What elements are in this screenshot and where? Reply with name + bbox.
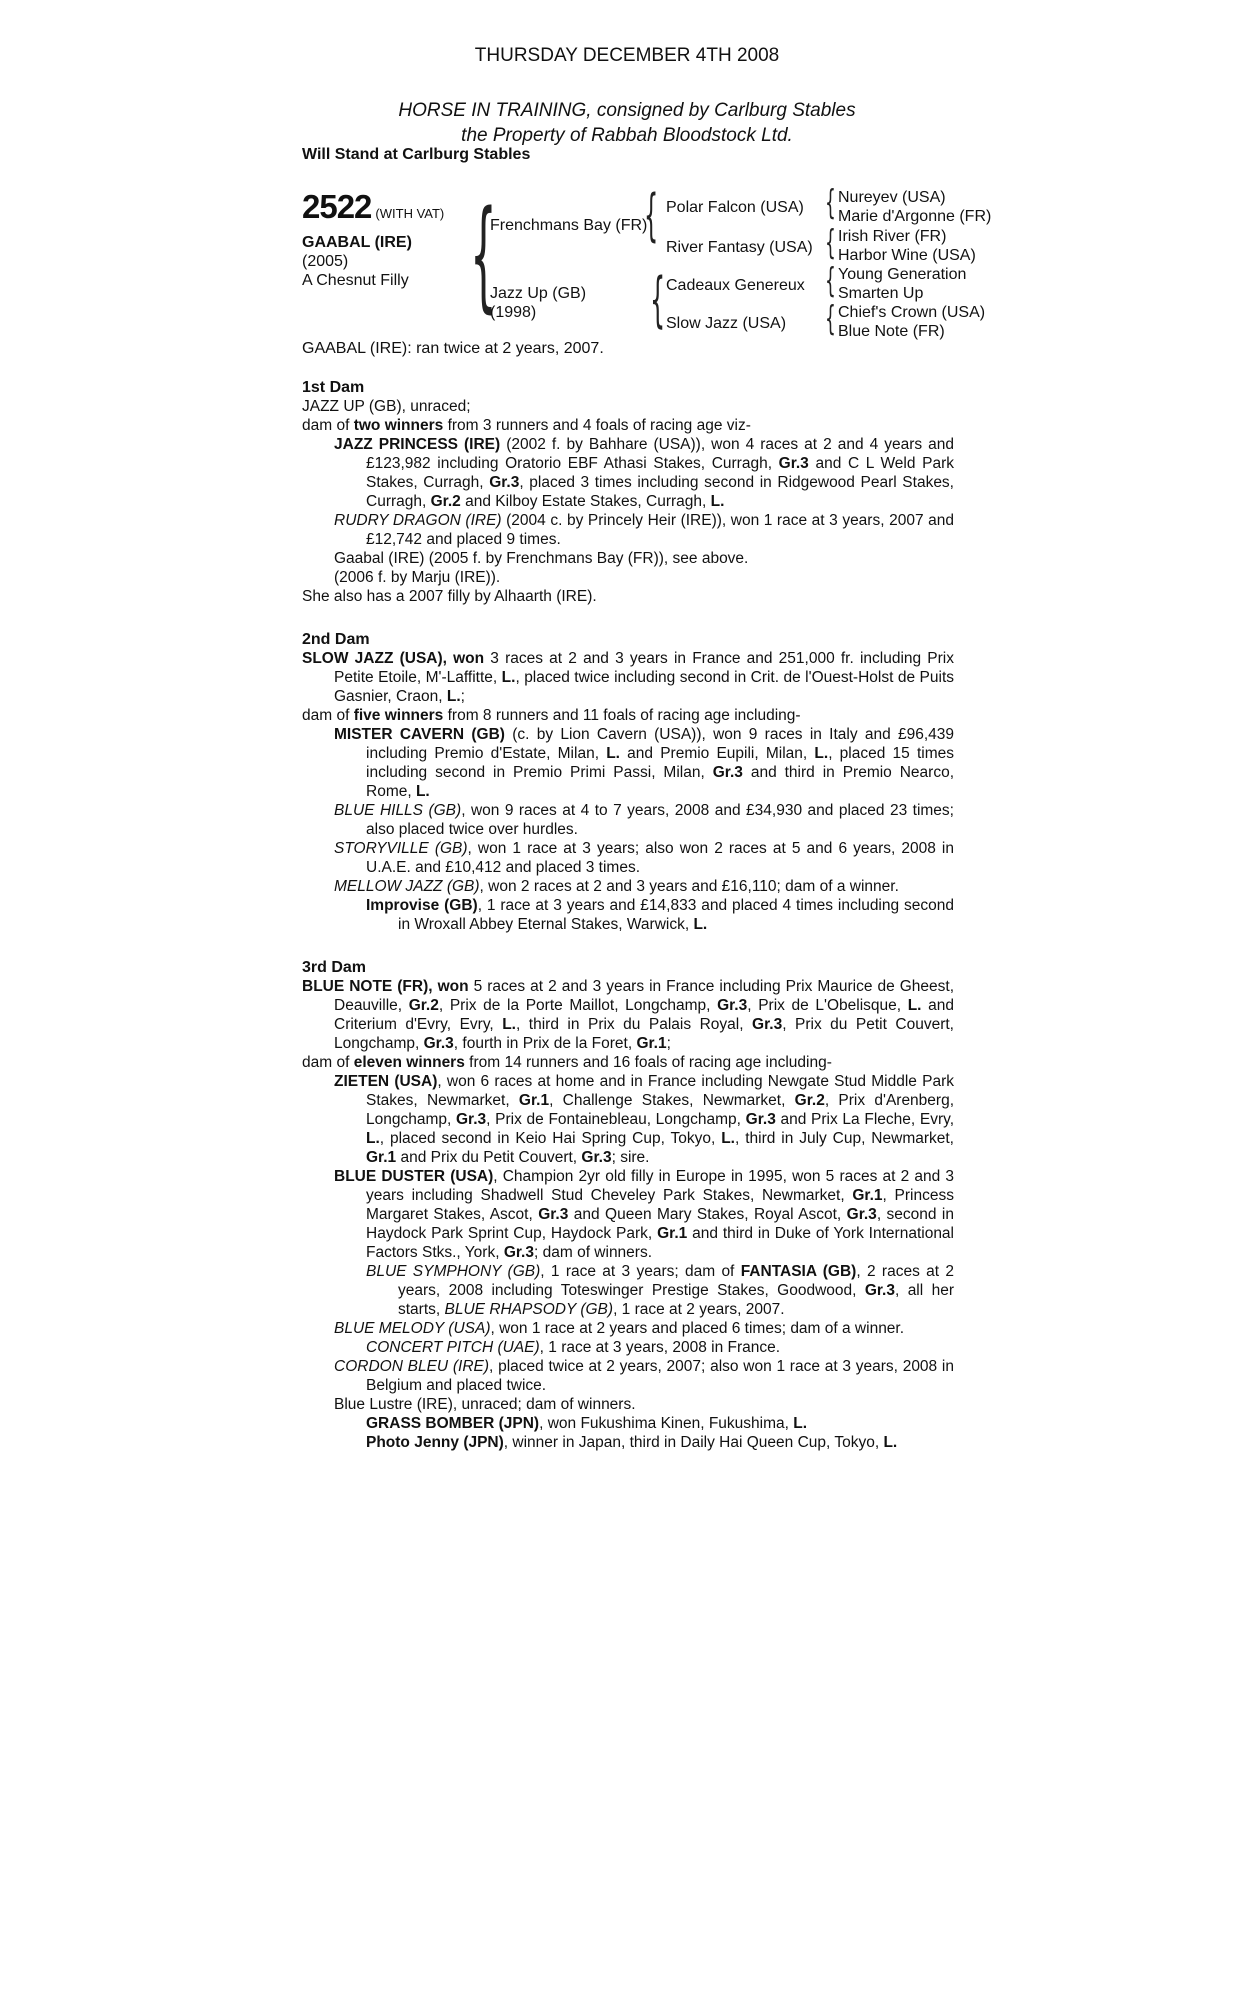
stand-location: Will Stand at Carlburg Stables xyxy=(302,146,531,163)
brace-generation-1: { xyxy=(470,186,497,325)
pedigree-sire-sire: Polar Falcon (USA) xyxy=(666,199,804,216)
section-title: 3rd Dam xyxy=(302,959,367,976)
pedigree-dam-year: (1998) xyxy=(490,304,537,321)
produce-entry: BLUE MELODY (USA), won 1 race at 2 years and placed 6 times; dam of a winner. xyxy=(334,1320,905,1337)
brace-sire-line: { xyxy=(644,183,659,248)
produce-entry: Improvise (GB), 1 race at 3 years and £14,833 and placed 4 times including second in Wroxall Abbey Eternal Stakes, Warwick, L. xyxy=(366,897,954,933)
first-dam-section xyxy=(302,378,954,606)
pedigree-dam-sire: Cadeaux Genereux xyxy=(666,277,805,294)
produce-entry: CORDON BLEU (IRE), placed twice at 2 years, 2007; also won 1 race at 3 years, 2008 in Belgium and placed twice. xyxy=(334,1358,954,1394)
brace-dam-line: { xyxy=(650,265,666,335)
produce-entry: MELLOW JAZZ (GB), won 2 races at 2 and 3 years and £16,110; dam of a winner. xyxy=(334,878,899,895)
pedigree-g3-1: Nureyev (USA) xyxy=(838,189,946,206)
produce-entry: BLUE HILLS (GB), won 9 races at 4 to 7 years, 2008 and £34,930 and placed 23 times; also placed twice over hurdles. xyxy=(334,802,954,838)
dam-produce-summary: dam of two winners from 3 runners and 4 foals of racing age viz- xyxy=(302,417,751,434)
lot-number: 2522 xyxy=(302,188,372,225)
pedigree-g3-5: Young Generation xyxy=(838,266,967,283)
section-title: 1st Dam xyxy=(302,379,365,396)
pedigree-dam-dam: Slow Jazz (USA) xyxy=(666,315,787,332)
race-record-summary: GAABAL (IRE): ran twice at 2 years, 2007. xyxy=(302,340,604,357)
pedigree-g3-6: Smarten Up xyxy=(838,285,924,302)
pedigree-dam: Jazz Up (GB) xyxy=(490,285,587,302)
dam-record: BLUE NOTE (FR), won 5 races at 2 and 3 years in France including Prix Maurice de Gheest, Deauville, Gr.2, Prix de la Porte Maillot, Longchamp, Gr.3, Prix de L'Obelisque, L. and Criterium d'Evry, Evry, L., third in Prix du Palais Royal, Gr.3, Prix du Petit Couvert, Longchamp, Gr.3, fourth in Prix de la Foret, Gr.1; xyxy=(302,978,954,1052)
produce-entry: BLUE SYMPHONY (GB), 1 race at 3 years; dam of FANTASIA (GB), 2 races at 2 years, 2008 including Toteswinger Prestige Stakes, Goodwood, Gr.3, all her starts, BLUE RHAPSODY (GB), 1 race at 2 years, 2007. xyxy=(366,1263,954,1318)
catalogue-body xyxy=(302,378,954,1452)
dam-record: SLOW JAZZ (USA), won 3 races at 2 and 3 years in France and 251,000 fr. including Prix Petite Etoile, M'-Laffitte, L., placed twice including second in Crit. de l'Ouest-Holst de Puits Gasnier, Craon, L.; xyxy=(302,650,955,705)
pedigree-sire: Frenchmans Bay (FR) xyxy=(490,217,648,234)
lot-info xyxy=(302,188,462,290)
produce-entry: RUDRY DRAGON (IRE) (2004 c. by Princely Heir (IRE)), won 1 race at 3 years, 2007 and £12,742 and placed 9 times. xyxy=(334,512,954,548)
pedigree-sire-dam: River Fantasy (USA) xyxy=(666,239,813,256)
brace-g3-1: { xyxy=(825,183,836,223)
brace-g3-2: { xyxy=(825,223,836,263)
produce-entry: Photo Jenny (JPN), winner in Japan, third in Daily Hai Queen Cup, Tokyo, L. xyxy=(366,1434,898,1451)
pedigree-g3-4: Harbor Wine (USA) xyxy=(838,247,976,264)
produce-note: She also has a 2007 filly by Alhaarth (IRE). xyxy=(302,588,597,605)
vat-note: (WITH VAT) xyxy=(375,206,445,221)
pedigree-g3-3: Irish River (FR) xyxy=(838,228,947,245)
dam-produce-summary: dam of five winners from 8 runners and 11 foals of racing age including- xyxy=(302,707,801,724)
produce-entry: ZIETEN (USA), won 6 races at home and in France including Newgate Stud Middle Park Stakes, Newmarket, Gr.1, Challenge Stakes, Newmarket, Gr.2, Prix d'Arenberg, Longchamp, Gr.3, Prix de Fontainebleau, Longchamp, Gr.3 and Prix La Fleche, Evry, L., placed second in Keio Hai Spring Cup, Tokyo, L., third in July Cup, Newmarket, Gr.1 and Prix du Petit Couvert, Gr.3; sire. xyxy=(334,1073,955,1166)
pedigree-g3-2: Marie d'Argonne (FR) xyxy=(838,208,992,225)
horse-name: GAABAL (IRE) xyxy=(302,234,412,251)
produce-entry: CONCERT PITCH (UAE), 1 race at 3 years, 2008 in France. xyxy=(366,1339,781,1356)
third-dam-section xyxy=(302,958,954,1452)
produce-entry: BLUE DUSTER (USA), Champion 2yr old filly in Europe in 1995, won 5 races at 2 and 3 years including Shadwell Stud Cheveley Park Stakes, Newmarket, Gr.1, Princess Margaret Stakes, Ascot, Gr.3 and Queen Mary Stakes, Royal Ascot, Gr.3, second in Haydock Park Sprint Cup, Haydock Park, Gr.1 and third in Duke of York International Factors Stks., York, Gr.3; dam of winners. xyxy=(334,1168,954,1261)
produce-entry: Gaabal (IRE) (2005 f. by Frenchmans Bay (FR)), see above. xyxy=(334,550,749,567)
consignment-info xyxy=(0,98,1254,148)
pedigree-g3-7: Chief's Crown (USA) xyxy=(838,304,986,321)
produce-entry: (2006 f. by Marju (IRE)). xyxy=(334,569,501,586)
property-line: the Property of Rabbah Bloodstock Ltd. xyxy=(461,125,793,146)
foaling-year: (2005) xyxy=(302,253,349,270)
produce-entry: MISTER CAVERN (GB) (c. by Lion Cavern (USA)), won 9 races in Italy and £96,439 including Premio d'Estate, Milan, L. and Premio Eupili, Milan, L., placed 15 times including second in Premio Primi Passi, Milan, Gr.3 and third in Premio Nearco, Rome, L. xyxy=(334,726,955,800)
consignment-line: HORSE IN TRAINING, consigned by Carlburg Stables xyxy=(398,100,856,121)
produce-entry: GRASS BOMBER (JPN), won Fukushima Kinen, Fukushima, L. xyxy=(366,1415,808,1432)
second-dam-section xyxy=(302,630,954,934)
produce-entry: Blue Lustre (IRE), unraced; dam of winners. xyxy=(334,1396,636,1413)
brace-g3-4: { xyxy=(825,299,836,339)
produce-entry: JAZZ PRINCESS (IRE) (2002 f. by Bahhare (USA)), won 4 races at 2 and 4 years and £123,982 including Oratorio EBF Athasi Stakes, Curragh, Gr.3 and C L Weld Park Stakes, Curragh, Gr.3, placed 3 times including second in Ridgewood Pearl Stakes, Curragh, Gr.2 and Kilboy Estate Stakes, Curragh, L. xyxy=(334,436,955,510)
dam-produce-summary: dam of eleven winners from 14 runners and 16 foals of racing age including- xyxy=(302,1054,832,1071)
section-title: 2nd Dam xyxy=(302,631,370,648)
horse-description: A Chesnut Filly xyxy=(302,272,409,289)
produce-entry: STORYVILLE (GB), won 1 race at 3 years; also won 2 races at 5 and 6 years, 2008 in U.A.E. and £10,412 and placed 3 times. xyxy=(334,840,954,876)
brace-g3-3: { xyxy=(825,261,836,301)
sale-date: THURSDAY DECEMBER 4TH 2008 xyxy=(474,45,780,66)
dam-line: JAZZ UP (GB), unraced; xyxy=(302,398,471,415)
pedigree-g3-8: Blue Note (FR) xyxy=(838,323,945,340)
